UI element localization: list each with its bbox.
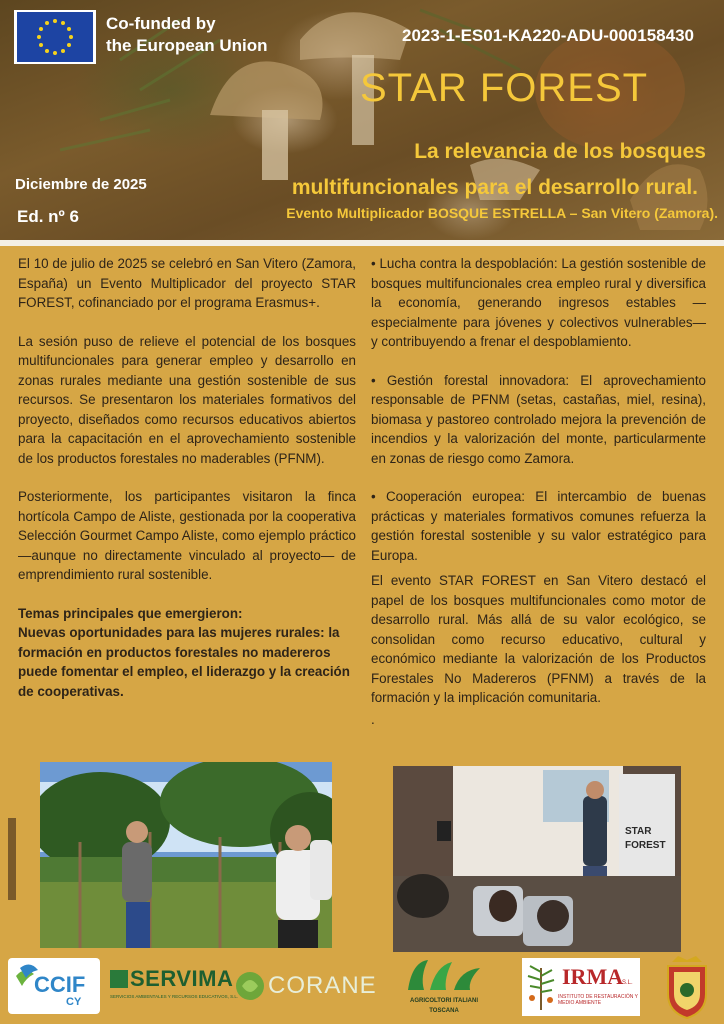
newsletter-title: STAR FOREST [360,66,649,110]
subtitle-line2: multifuncionales para el desarrollo rural. [291,176,698,199]
banner-star-text: STAR [625,826,652,837]
visit-paragraph: Posteriormente, los participantes visitaron la finca hortícola Campo de Aliste, gestionada por la cooperativa Selección Gourmet Campo Aliste, como ejemplo práctico —aunque no directamente vinculado al proyecto— de emprendimiento rural sostenible. [18,489,356,582]
presentation-photo [393,766,681,952]
topics-heading: Temas principales que emergieron: [18,605,243,621]
bullet-forest-management: • Gestión forestal innovadora: El aprovechamiento responsable de PFNM (setas, castañas, miel, resina), biomasa y pastoreo controlado mejora la prevención de incendios y la valorización del monte, particularmente en zonas de riesgo como Zamora. [371,372,706,466]
eu-funding-line1: Co-funded by [106,14,216,33]
partner-logos [0,950,724,1024]
banner-forest-text: FOREST [625,840,666,851]
servima-logo-sub: SERVICIOS AMBIENTALES Y RECURSOS EDUCATIVOS, S.L. [110,994,239,999]
eu-funding-line2: the European Union [106,36,268,55]
servima-logo-text: SERVIMA [130,966,234,991]
corane-leaf-icon [232,968,268,1004]
subtitle-line1: La relevancia de los bosques [414,140,706,163]
ccif-logo-text: CCIF [34,972,86,997]
eu-flag-logo [14,10,96,64]
closing-paragraph: El evento STAR FOREST en San Vitero destacó el papel de los bosques multifuncionales como motor de desarrollo rural. Más allá de su valor ecológico, se consolidan como recurso educativo, cultural y económico mediante la valorización de los Productos Forestales No Madereros (PFNM) a través de la formación y la implicación comunitaria. [371,573,706,705]
header-banner [0,0,724,240]
trailing-dot: . [371,711,375,727]
cia-emblem-icon [402,956,486,996]
session-paragraph: La sesión puso de relieve el potencial de los bosques multifuncionales para generar empleo y desarrollo en zonas rurales mediante una gestión sostenible de sus recursos. Se presentaron los materiales formativos del proyecto, diseñados como recursos educativos abiertos para la capacitación en el aprovechamiento sostenible de los productos forestales no maderables (PFNM). [18,333,356,466]
servima-icon [110,970,128,988]
side-accent-bar [8,818,16,900]
header-divider [0,240,724,246]
left-column [18,254,356,701]
event-line: Evento Multiplicador BOSQUE ESTRELLA – San Vitero (Zamora). [286,205,718,221]
bullet-depopulation: • Lucha contra la despoblación: La gestión sostenible de bosques multifuncionales crea empleo rural y diversifica la economía, generando ingresos estables —especialmente para jóvenes y colectivos vulnerables— y contribuyendo a frenar el despoblamiento. [371,256,706,349]
topics-text: Nuevas oportunidades para las mujeres rurales: la formación en productos forestales no madereros puede fomentar el empleo, el liderazgo y la creación de cooperativas. [18,625,350,699]
right-column [371,254,706,729]
irma-logo-text: IRMA [562,964,624,989]
corane-logo-text: CORANE [268,972,377,999]
edition-number: Ed. nº 6 [17,207,79,226]
issue-date: Diciembre de 2025 [15,176,147,193]
corane-logo [232,968,377,1008]
farm-visit-photo [40,762,332,948]
ccif-logo [8,958,100,1014]
irma-logo [522,958,640,1016]
irma-logo-suffix: S.L. [622,980,633,986]
ccif-logo-sub: CY [66,996,82,1008]
cia-logo-sub2: TOSCANA [429,1008,459,1014]
eu-funding-text [106,13,296,57]
servima-logo [110,966,239,1008]
cia-logo-sub1: AGRICOLTORI ITALIANI [410,998,478,1004]
bullet-european-cooperation: • Cooperación europea: El intercambio de buenas prácticas y materiales formativos comunes refuerza la gestión forestal sostenible y su valor estratégico para Europa. [371,489,706,563]
project-code: 2023-1-ES01-KA220-ADU-000158430 [401,26,694,45]
irma-logo-sub: INSTITUTO DE RESTAURACIÓN Y MEDIO AMBIENTE [558,994,638,1006]
cia-logo [402,956,486,1022]
intro-paragraph: El 10 de julio de 2025 se celebró en San Vitero (Zamora, España) un Evento Multiplicador del proyecto STAR FOREST, cofinanciado por el programa Erasmus+. [18,256,356,310]
irma-plant-icon [524,962,558,1012]
municipal-coat-of-arms-icon [664,954,710,1020]
